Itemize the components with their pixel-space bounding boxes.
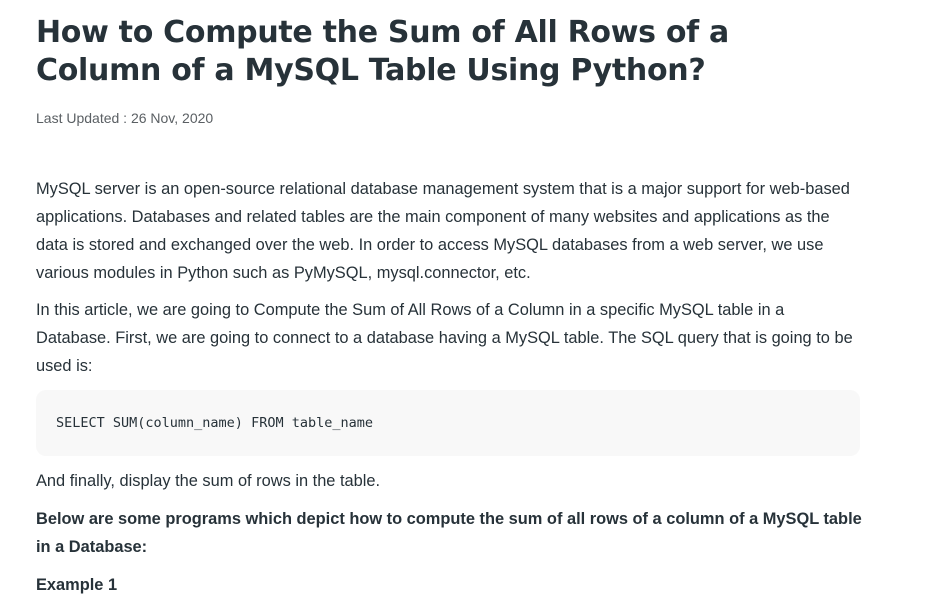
- article-paragraph-final: And finally, display the sum of rows in the table.: [36, 472, 381, 490]
- last-updated-date: Last Updated : 26 Nov, 2020: [36, 110, 214, 126]
- article-content: [36, 0, 862, 599]
- programs-intro-bold: Below are some programs which depict how to compute the sum of all rows of a column of a MySQL table in a Database:: [36, 510, 862, 556]
- article-title: How to Compute the Sum of All Rows of a Column of a MySQL Table Using Python?: [36, 15, 729, 88]
- article-paragraph: In this article, we are going to Compute the Sum of All Rows of a Column in a specific MySQL table in a Database. First, we are going to connect to a database having a MySQL table. The SQL query that is going to be used is:: [36, 301, 853, 375]
- example-heading: Example 1: [36, 576, 118, 594]
- intro-paragraph: MySQL server is an open-source relational database management system that is a major support for web-based applications. Databases and related tables are the main component of many websites and applications as the data is stored and exchanged over the web. In order to access MySQL databases from a web server, we use various modules in Python such as PyMySQL, mysql.connector, etc.: [36, 180, 850, 282]
- sql-query-code: SELECT SUM(column_name) FROM table_name: [56, 415, 373, 431]
- code-block: [36, 390, 860, 456]
